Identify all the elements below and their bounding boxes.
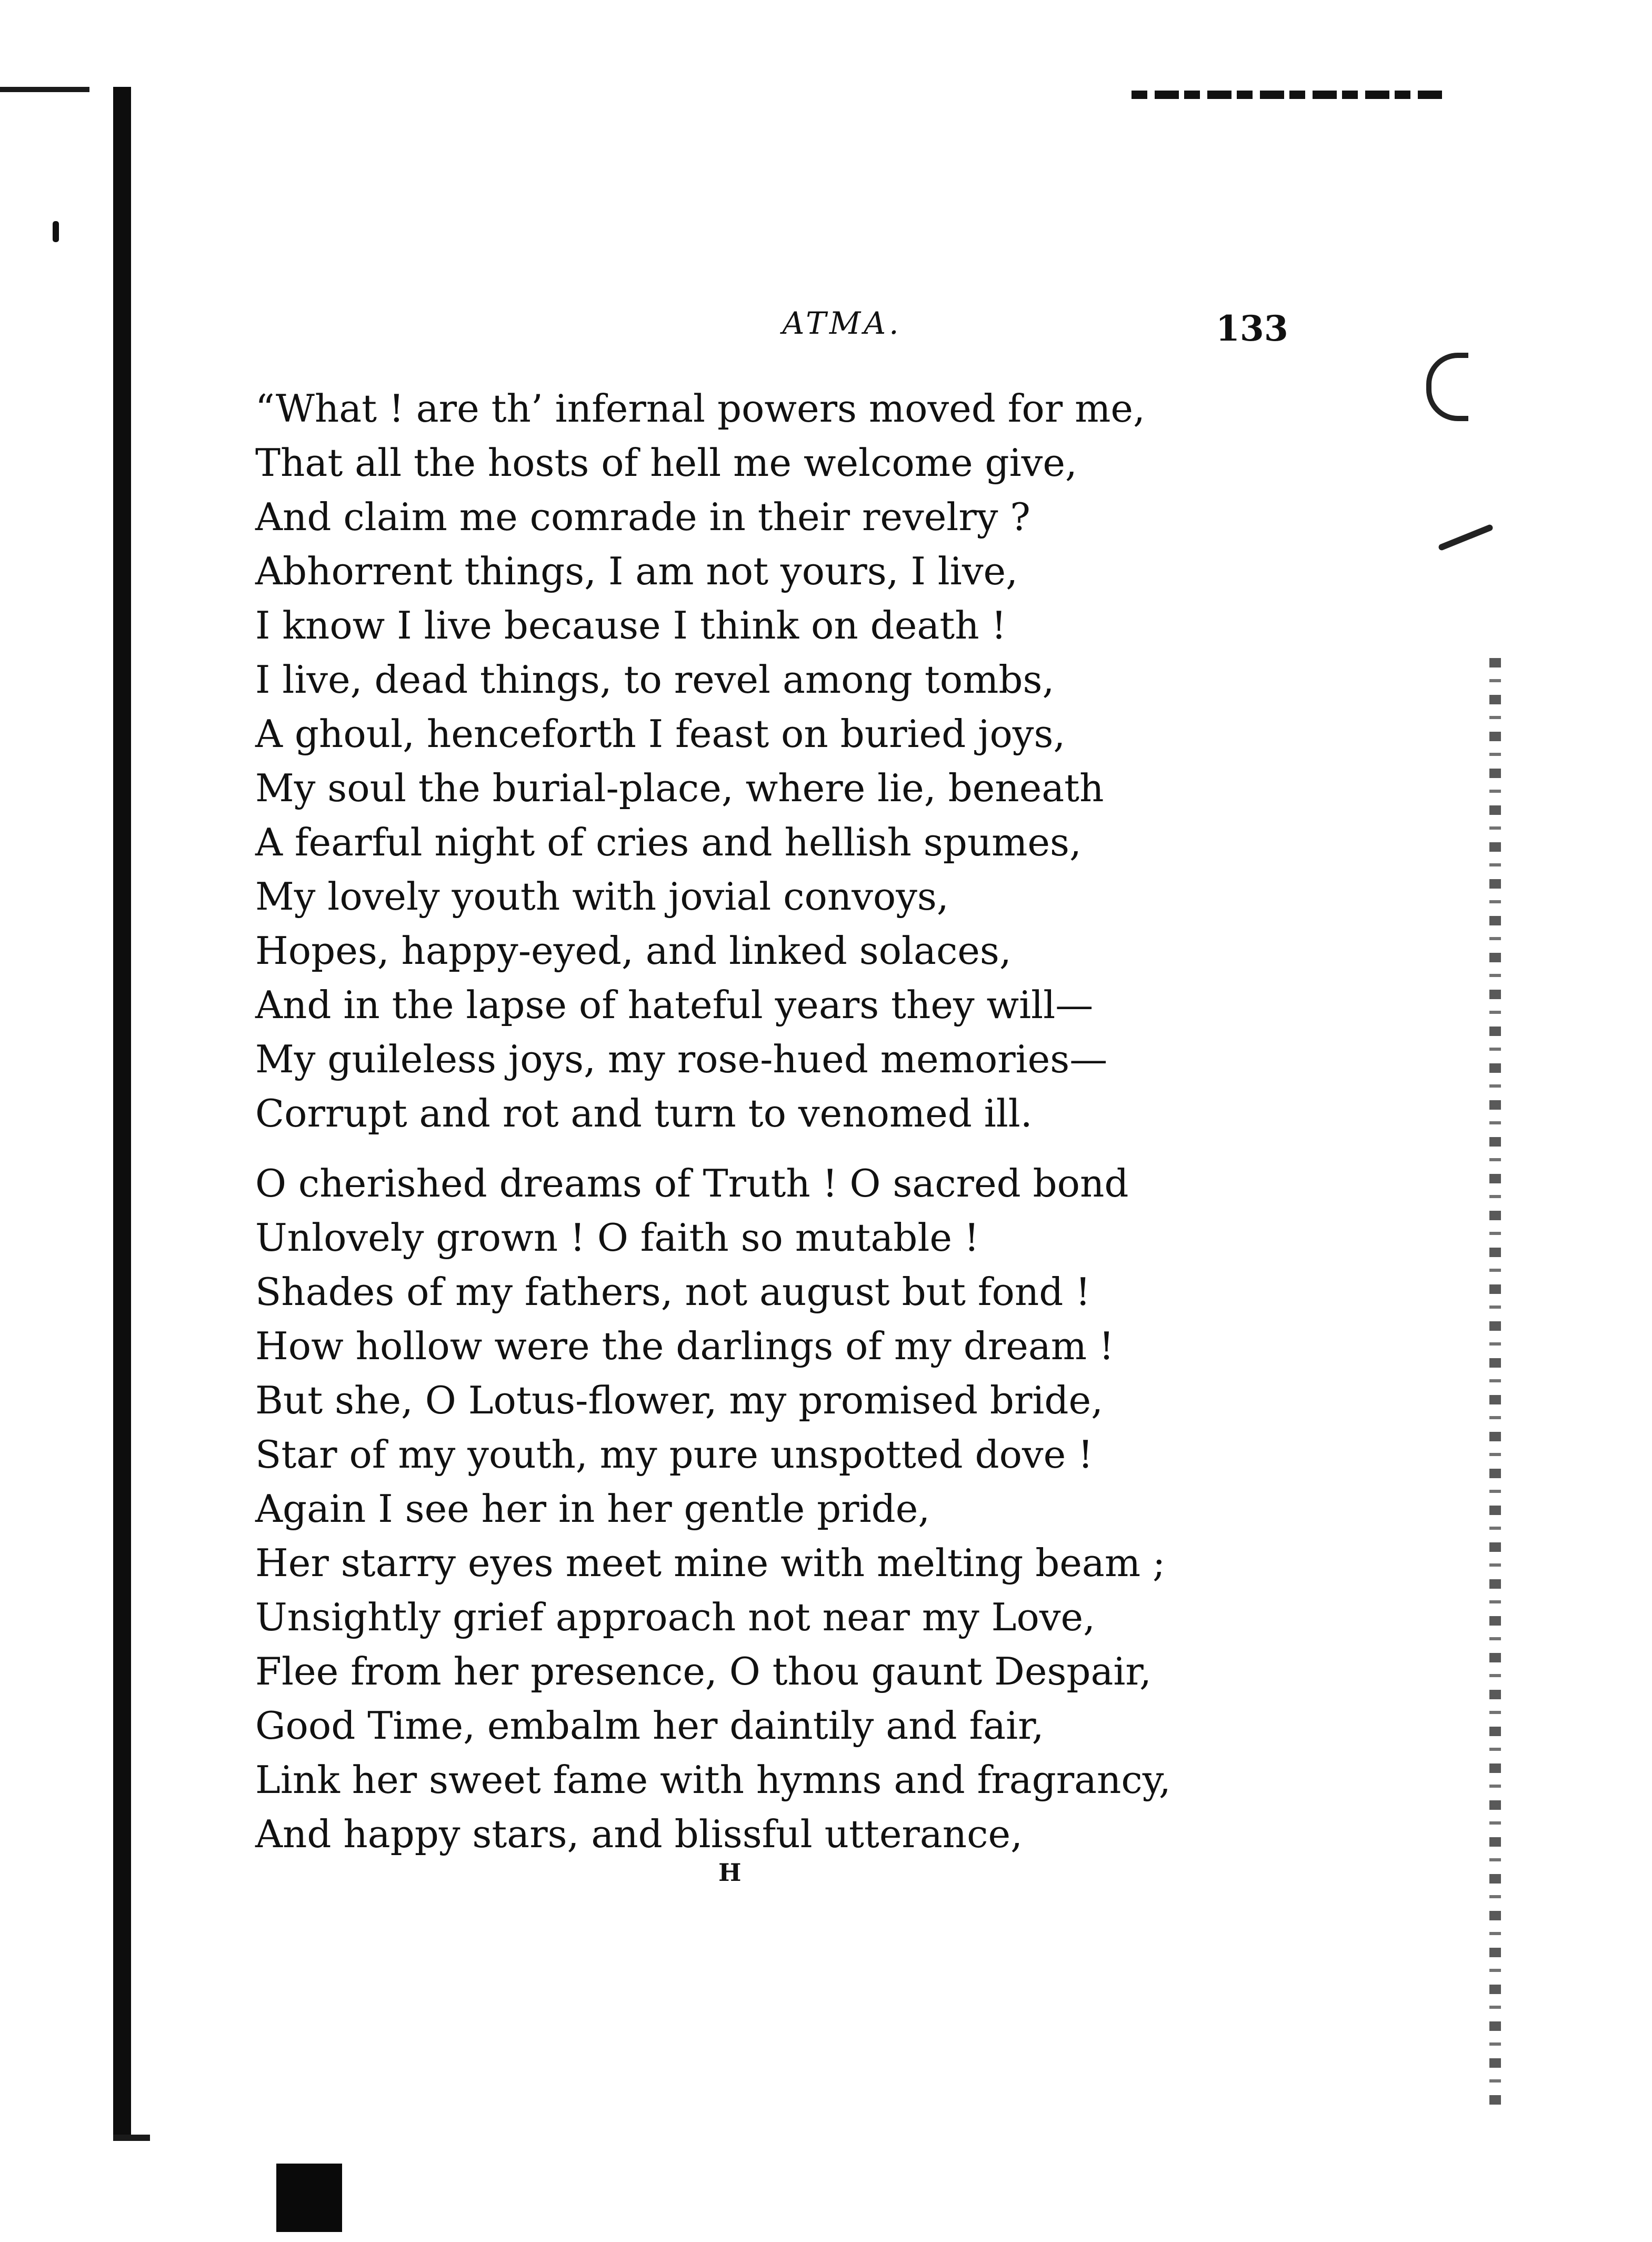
stanza-2 <box>255 1157 1466 1861</box>
poem-line: But she, O Lotus-flower, my promised bride, <box>255 1378 1103 1422</box>
poem-line: Unsightly grief approach not near my Love, <box>255 1595 1095 1639</box>
poem-line: I live, dead things, to revel among tombs, <box>255 657 1055 702</box>
poem-line: And happy stars, and blissful utterance, <box>255 1812 1023 1856</box>
binding-top-edge <box>0 87 89 92</box>
binding-foot-edge <box>113 2135 150 2141</box>
poem-line: A ghoul, henceforth I feast on buried joys, <box>255 712 1066 756</box>
bottom-scan-artifact <box>276 2164 342 2232</box>
poem-line: Link her sweet fame with hymns and fragrancy, <box>255 1758 1171 1802</box>
poem-line: O cherished dreams of Truth ! O sacred bond <box>255 1161 1129 1205</box>
poem-line: My guileless joys, my rose-hued memories— <box>255 1037 1108 1081</box>
poem-body <box>255 382 1466 1861</box>
poem-line: Corrupt and rot and turn to venomed ill. <box>255 1091 1033 1135</box>
running-title: ATMA. <box>782 305 902 341</box>
poem-line: Shades of my fathers, not august but fond ! <box>255 1270 1091 1314</box>
poem-line: “What ! are th’ infernal powers moved for me, <box>255 386 1145 431</box>
page-number: 133 <box>1216 308 1288 349</box>
poem-line: How hollow were the darlings of my dream ! <box>255 1324 1114 1368</box>
poem-line: A fearful night of cries and hellish spumes, <box>255 820 1082 864</box>
poem-line: Unlovely grown ! O faith so mutable ! <box>255 1215 979 1260</box>
poem-line: And claim me comrade in their revelry ? <box>255 495 1030 539</box>
right-page-edge <box>1489 658 1501 2106</box>
poem-line: My soul the burial-place, where lie, beneath <box>255 766 1104 810</box>
poem-line: Again I see her in her gentle pride, <box>255 1487 930 1531</box>
poem-line: Good Time, embalm her daintily and fair, <box>255 1703 1044 1748</box>
poem-line: I know I live because I think on death ! <box>255 603 1007 647</box>
poem-line: Hopes, happy-eyed, and linked solaces, <box>255 929 1012 973</box>
binding-mark <box>53 221 59 242</box>
signature-mark: H <box>718 1858 742 1887</box>
poem-line: My lovely youth with jovial convoys, <box>255 874 949 919</box>
poem-line: Abhorrent things, I am not yours, I live, <box>255 549 1018 593</box>
poem-line: Her starry eyes meet mine with melting beam ; <box>255 1541 1166 1585</box>
poem-line: Flee from her presence, O thou gaunt Despair, <box>255 1649 1152 1693</box>
poem-line: And in the lapse of hateful years they will— <box>255 983 1094 1027</box>
poem-line: Star of my youth, my pure unspotted dove ! <box>255 1432 1094 1477</box>
stanza-1 <box>255 382 1466 1141</box>
binding-edge <box>113 87 131 2137</box>
top-decorative-rule <box>1132 91 1447 99</box>
poem-line: That all the hosts of hell me welcome give, <box>255 441 1077 485</box>
